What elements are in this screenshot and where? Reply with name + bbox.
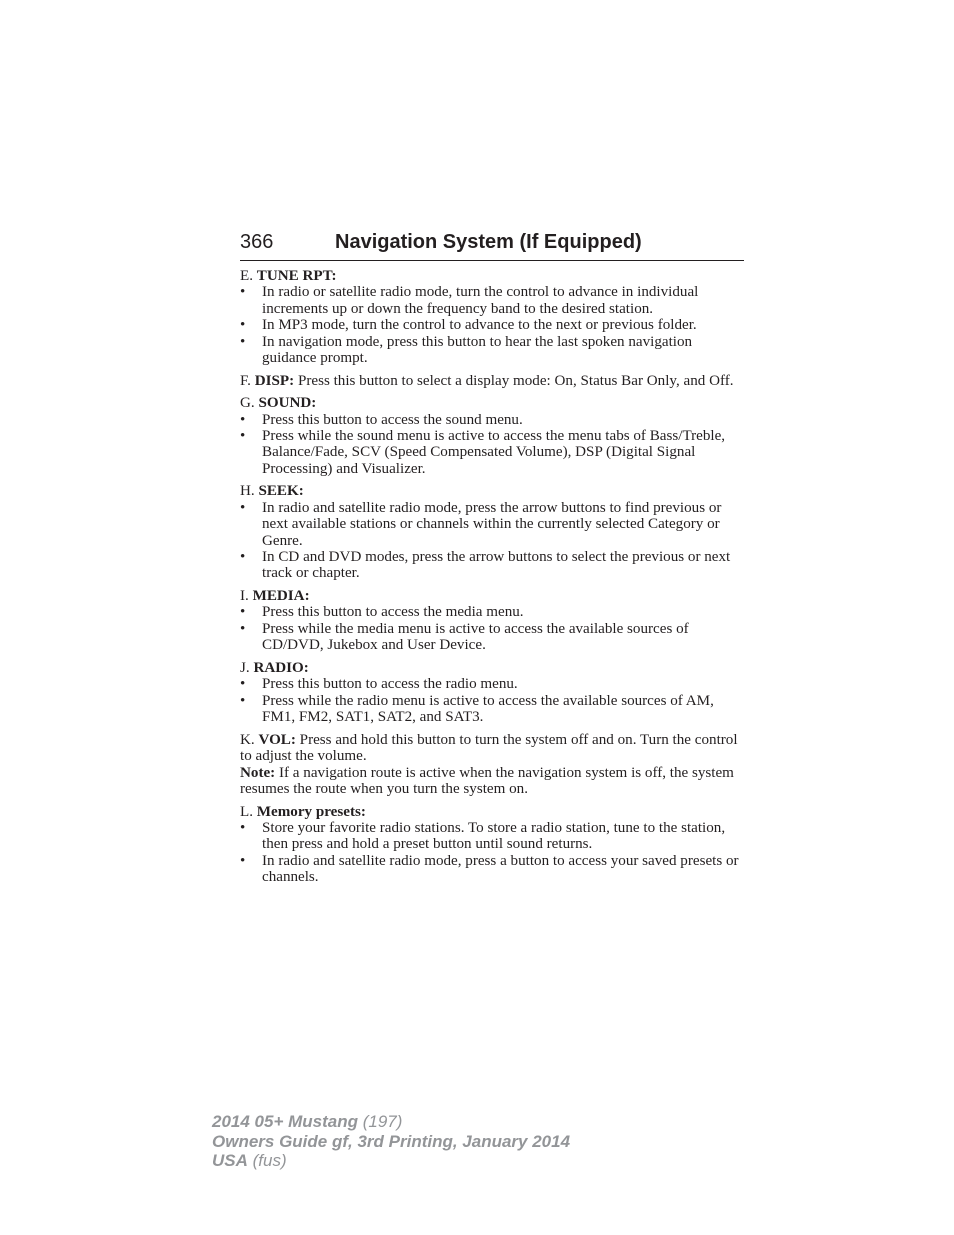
entry-letter: I. <box>240 588 249 605</box>
entry-text: Press this button to select a display mode: On, Status Bar Only, and Off. <box>294 372 734 389</box>
note <box>240 765 746 798</box>
note-label: Note: <box>240 764 276 781</box>
entry-heading <box>240 804 746 820</box>
list-item <box>240 549 746 582</box>
page-footer <box>212 1112 570 1171</box>
list-item-text: Store your favorite radio stations. To store a radio station, tune to the station, then press and hold a preset button until sound returns. <box>262 819 726 853</box>
page-header <box>240 228 744 261</box>
list-item-text: Press this button to access the radio menu. <box>262 676 518 693</box>
footer-line <box>212 1132 570 1152</box>
list-item-text: Press while the radio menu is active to access the available sources of AM, FM1, FM2, SAT1, SAT2, and SAT3. <box>262 692 714 726</box>
page-content <box>240 268 746 892</box>
entry-tune-rpt <box>240 268 746 366</box>
bullet-list <box>240 500 746 582</box>
entry-vol <box>240 732 746 765</box>
bullet-icon: • <box>240 676 246 693</box>
bullet-icon: • <box>240 819 246 836</box>
list-item <box>240 621 746 654</box>
entry-term: VOL: <box>258 731 296 748</box>
list-item <box>240 604 746 620</box>
entry-letter: F. <box>240 372 251 389</box>
list-item <box>240 853 746 886</box>
entry-heading <box>240 268 746 284</box>
entry-term: DISP: <box>254 372 295 389</box>
entry-heading <box>240 660 746 676</box>
list-item <box>240 334 746 367</box>
entry-letter: J. <box>240 659 250 676</box>
footer-guide-info: Owners Guide gf, 3rd Printing, January 2014 <box>212 1131 571 1151</box>
entry-term: SOUND: <box>258 395 317 412</box>
entry-radio <box>240 660 746 726</box>
list-item <box>240 820 746 853</box>
bullet-icon: • <box>240 499 246 516</box>
list-item-text: Press this button to access the sound menu. <box>262 411 523 428</box>
bullet-list <box>240 676 746 725</box>
entry-term: TUNE RPT: <box>256 268 337 284</box>
bullet-icon: • <box>240 620 246 637</box>
entry-heading <box>240 732 746 765</box>
bullet-list <box>240 412 746 478</box>
note-text: If a navigation route is active when the navigation system is off, the system resumes the route when you turn the system on. <box>240 764 734 797</box>
list-item-text: In radio and satellite radio mode, press the arrow buttons to find previous or next available stations or channels within the currently selected Category or Genre. <box>262 499 722 549</box>
entry-term: SEEK: <box>258 483 304 500</box>
list-item-text: In MP3 mode, turn the control to advance to the next or previous folder. <box>262 317 697 334</box>
page-number: 366 <box>240 231 274 253</box>
bullet-icon: • <box>240 852 246 869</box>
bullet-icon: • <box>240 317 246 334</box>
entry-heading <box>240 588 746 604</box>
entry-media <box>240 588 746 654</box>
list-item <box>240 693 746 726</box>
section-title: Navigation System (If Equipped) <box>335 231 642 253</box>
entry-seek <box>240 483 746 581</box>
bullet-icon: • <box>240 428 246 445</box>
list-item-text: In navigation mode, press this button to hear the last spoken navigation guidance prompt. <box>262 333 693 367</box>
bullet-icon: • <box>240 333 246 350</box>
entry-letter: E. <box>240 268 253 284</box>
entry-letter: L. <box>240 803 253 820</box>
entry-text: Press and hold this button to turn the system off and on. Turn the control to adjust the volume. <box>240 731 738 765</box>
footer-line <box>212 1151 570 1171</box>
entry-term: RADIO: <box>253 659 309 676</box>
list-item-text: In radio or satellite radio mode, turn the control to advance in individual increments up or down the frequency band to the desired station. <box>262 284 699 317</box>
bullet-icon: • <box>240 549 246 566</box>
footer-model: 2014 05+ Mustang <box>212 1112 358 1131</box>
entry-heading <box>240 483 746 499</box>
footer-line <box>212 1112 570 1132</box>
entry-term: Memory presets: <box>256 803 366 820</box>
entry-disp <box>240 373 746 389</box>
entry-heading <box>240 395 746 411</box>
entry-letter: H. <box>240 483 255 500</box>
list-item-text: In radio and satellite radio mode, press a button to access your saved presets or channels. <box>262 852 739 886</box>
footer-model-code: (197) <box>358 1112 403 1131</box>
entry-memory-presets <box>240 804 746 886</box>
bullet-icon: • <box>240 284 246 301</box>
list-item <box>240 428 746 477</box>
list-item <box>240 412 746 428</box>
footer-region: USA <box>212 1151 248 1170</box>
list-item-text: Press this button to access the media menu. <box>262 604 524 621</box>
entry-letter: G. <box>240 395 255 412</box>
bullet-list <box>240 820 746 886</box>
footer-region-code: (fus) <box>247 1151 287 1170</box>
list-item <box>240 317 746 333</box>
entry-letter: K. <box>240 731 255 748</box>
list-item-text: Press while the sound menu is active to access the menu tabs of Bass/Treble, Balance/Fade, SCV (Speed Compensated Volume), DSP (Digital Signal Processing) and Visualizer. <box>262 428 726 477</box>
list-item <box>240 676 746 692</box>
list-item <box>240 284 746 317</box>
bullet-icon: • <box>240 411 246 428</box>
bullet-list <box>240 284 746 366</box>
bullet-list <box>240 604 746 653</box>
entry-sound <box>240 395 746 477</box>
entry-heading <box>240 373 746 389</box>
list-item-text: In CD and DVD modes, press the arrow buttons to select the previous or next track or chapter. <box>262 549 731 582</box>
list-item <box>240 500 746 549</box>
list-item-text: Press while the media menu is active to access the available sources of CD/DVD, Jukebox and User Device. <box>262 620 689 654</box>
bullet-icon: • <box>240 692 246 709</box>
bullet-icon: • <box>240 604 246 621</box>
entry-term: MEDIA: <box>252 588 310 605</box>
